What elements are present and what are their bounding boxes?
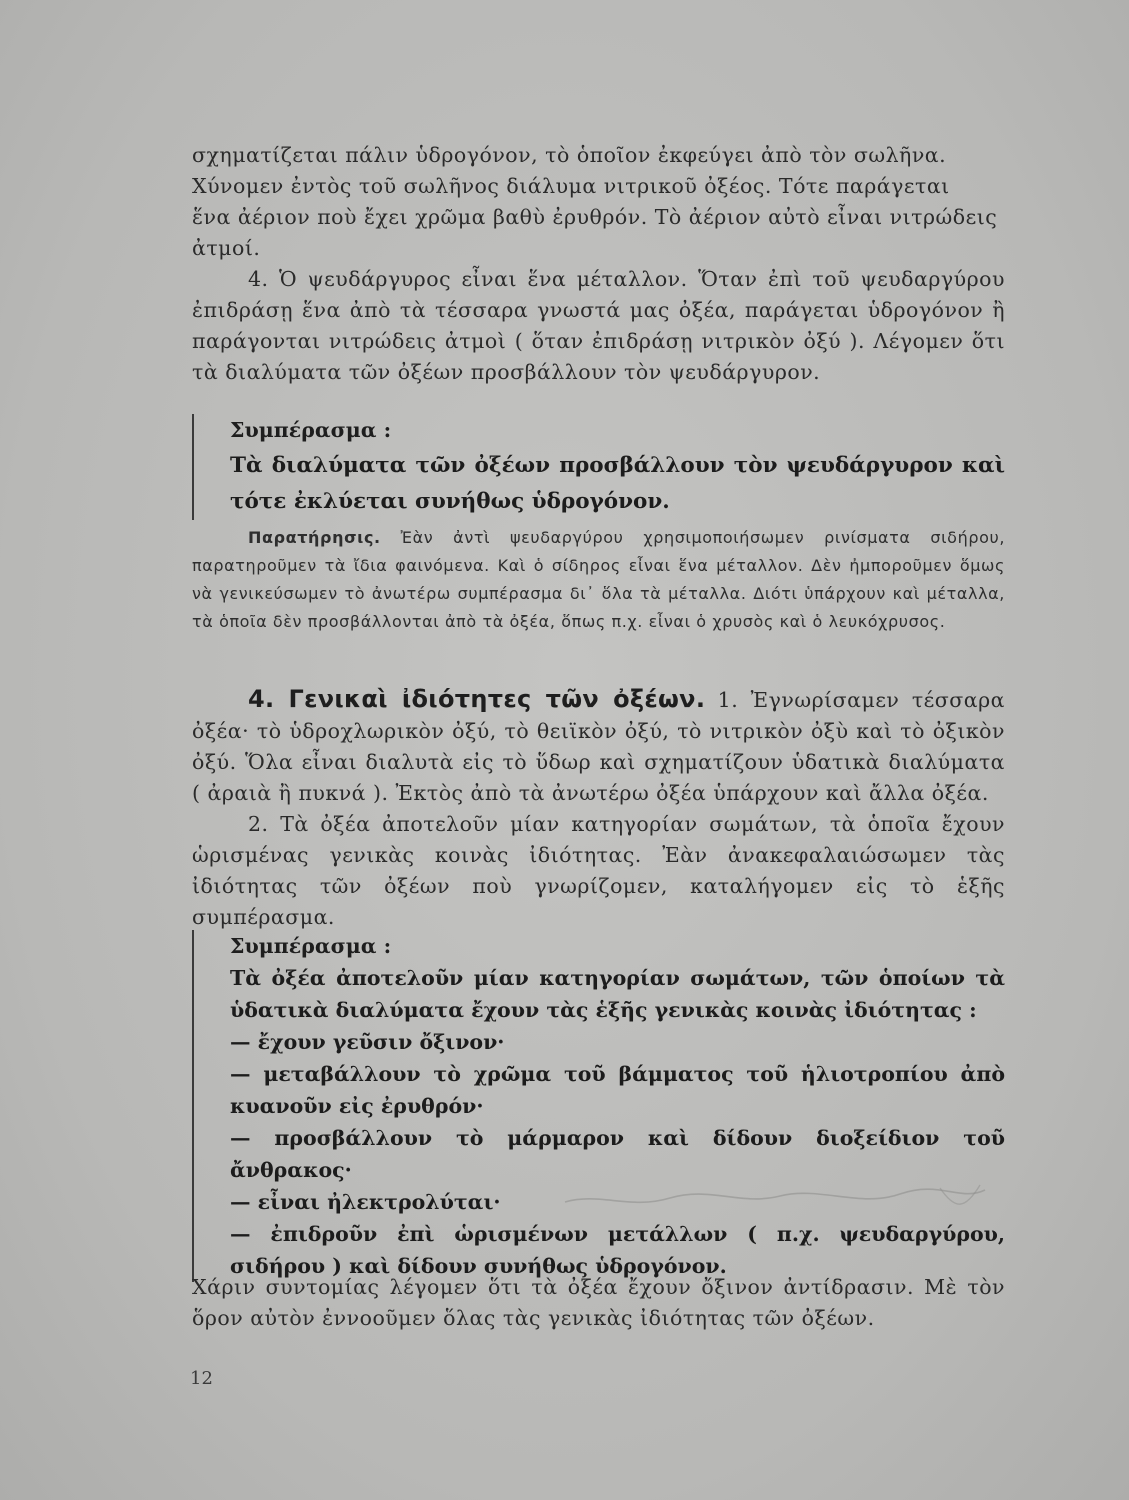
observation-text: Ἐὰν ἀντὶ ψευδαργύρου χρησιμοποιήσωμεν ρινίσματα σιδήρου, παρατηροῦμεν τὰ ἴδια φαινόμενα. Καὶ ὁ σίδηρος εἶναι ἕνα μέταλλον. Δὲν ἠμποροῦμεν ὅμως νὰ γενικεύσωμεν τὸ ἀνωτέρω συμπέρασμα δι᾽ ὅλα τὰ μέταλλα. Διότι ὑπάρχουν καὶ μέταλλα, τὰ ὁποῖα δὲν προσβάλλονται ἀπὸ τὰ ὀξέα, ὅπως π.χ. εἶναι ὁ χρυσὸς καὶ ὁ λευκόχρυσος. [192, 528, 1006, 631]
paragraph-1-line-1: σχηματίζεται πάλιν ὑδρογόνον, τὸ ὁποῖον ἐκφεύγει ἀπὸ τὸν σωλῆνα. [192, 143, 947, 167]
page-number: 12 [190, 1368, 213, 1389]
observation-lead: Παρατήρησις. [248, 528, 381, 547]
paragraph-2 [192, 264, 1005, 388]
paragraph-2-text: 4. Ὁ ψευδάργυρος εἶναι ἕνα μέταλλον. Ὅταν ἐπὶ τοῦ ψευδαργύρου ἐπιδράσῃ ἕνα ἀπὸ τὰ τέσσαρα γνωστά μας ὀξέα, παράγεται ὑδρογόνον ἢ παράγονται νιτρώδεις ἀτμοὶ ( ὅταν ἐπιδράσῃ νιτρικὸν ὀξύ ). Λέγομεν ὅτι τὰ διαλύματα τῶν ὀξέων προσβάλλουν τὸν ψευδάργυρον. [192, 267, 1005, 384]
conclusion-2-intro: Τὰ ὀξέα ἀποτελοῦν μίαν κατηγορίαν σωμάτων, τῶν ὁποίων τὰ ὑδατικὰ διαλύματα ἔχουν τὰς ἑξῆς γενικὰς κοινὰς ἰδιότητας : [230, 966, 1005, 1022]
conclusion-2-item-4: — εἶναι ἠλεκτρολύται· [230, 1190, 501, 1214]
conclusion-box-2 [192, 930, 1005, 1282]
conclusion-1-text: Τὰ διαλύματα τῶν ὀξέων προσβάλλουν τὸν ψευδάργυρον καὶ τότε ἐκλύεται συνήθως ὑδρογόνον. [230, 453, 1005, 514]
paragraph-1-line-2: Χύνομεν ἐντὸς τοῦ σωλῆνος διάλυμα νιτρικοῦ ὀξέος. Τότε παράγεται [192, 174, 950, 198]
section-4-p2: 2. Τὰ ὀξέα ἀποτελοῦν μίαν κατηγορίαν σωμάτων, τὰ ὁποῖα ἔχουν ὡρισμένας γενικὰς κοινὰς ἰδιότητας. Ἐὰν ἀνακεφαλαιώσωμεν τὰς ἰδιότητας τῶν ὀξέων ποὺ γνωρίζομεν, καταλήγομεν εἰς τὸ ἑξῆς συμπέρασμα. [192, 812, 1005, 929]
closing-text: Χάριν συντομίας λέγομεν ὅτι τὰ ὀξέα ἔχουν ὄξινον ἀντίδρασιν. Μὲ τὸν ὅρον αὐτὸν ἐννοοῦμεν ὅλας τὰς γενικὰς ἰδιότητας τῶν ὀξέων. [192, 1275, 1005, 1330]
conclusion-2-item-1: — ἔχουν γεῦσιν ὄξινον· [230, 1030, 505, 1054]
section-4-heading: 4. Γενικαὶ ἰδιότητες τῶν ὀξέων. [248, 685, 706, 713]
conclusion-2-item-2: — μεταβάλλουν τὸ χρῶμα τοῦ βάμματος τοῦ ἡλιοτροπίου ἀπὸ κυανοῦν εἰς ἐρυθρόν· [230, 1062, 1005, 1118]
section-4 [192, 684, 1005, 933]
handwritten-scribble-mark [560, 1180, 990, 1220]
section-4-p1: 1. Ἐγνωρίσαμεν τέσσαρα ὀξέα· τὸ ὑδροχλωρικὸν ὀξύ, τὸ θειϊκὸν ὀξύ, τὸ νιτρικὸν ὀξὺ καὶ τὸ ὀξικὸν ὀξύ. Ὅλα εἶναι διαλυτὰ εἰς τὸ ὕδωρ καὶ σχηματίζουν ὑδατικὰ διαλύματα ( ἀραιὰ ἢ πυκνά ). Ἐκτὸς ἀπὸ τὰ ἀνωτέρω ὀξέα ὑπάρχουν καὶ ἄλλα ὀξέα. [192, 688, 1006, 805]
paragraph-1-line-4: ἀτμοί. [192, 236, 261, 260]
conclusion-2-item-3: — προσβάλλουν τὸ μάρμαρον καὶ δίδουν διοξείδιον τοῦ ἄνθρακος· [230, 1126, 1005, 1182]
conclusion-2-item-5: — ἐπιδροῦν ἐπὶ ὡρισμένων μετάλλων ( π.χ. ψευδαργύρου, σιδήρου ) καὶ δίδουν συνήθως ὑδρογόνον. [230, 1222, 1005, 1278]
observation-note [192, 524, 1005, 636]
conclusion-2-title: Συμπέρασμα : [230, 934, 392, 958]
paragraph-1 [192, 140, 1005, 264]
conclusion-box-1 [192, 414, 1005, 520]
conclusion-1-title: Συμπέρασμα : [230, 418, 392, 442]
paragraph-1-line-3: ἕνα ἀέριον ποὺ ἔχει χρῶμα βαθὺ ἐρυθρόν. Τὸ ἀέριον αὐτὸ εἶναι νιτρώδεις [192, 205, 998, 229]
closing-paragraph [192, 1272, 1005, 1334]
